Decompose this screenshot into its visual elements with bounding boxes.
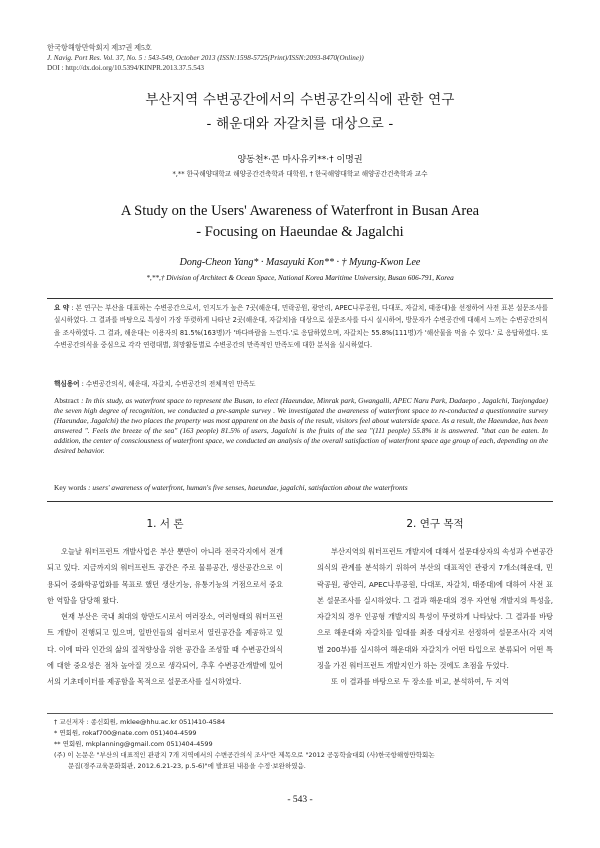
footnote-corresponding: † 교신저자 : 종신회원, mklee@hhu.ac.kr 051)410-4584 — [54, 718, 226, 726]
footnote-author2: ** 연회원, mkplanning@gmail.com 051)404-4599 — [54, 740, 213, 748]
journal-name-korean: 한국항해항만학회지 제37권 제5호 — [47, 44, 152, 52]
korean-abstract-label: 요 약 — [54, 304, 70, 312]
section1-paragraph1: 오늘날 워터프런트 개발사업은 부산 뿐만이 아니라 전국각지에서 전개되고 있다. 지금까지의 워터프런트 공간은 주로 물류공간, 생산공간으로 이용되어 중화학공업화를 목표로 했던 생산기능, 유통기능의 거점으로서 중요한 역할을 담당해 왔다. — [47, 547, 283, 605]
english-title-line2: - Focusing on Haeundae & Jagalchi — [196, 224, 404, 240]
footnote-rule — [47, 713, 553, 714]
section1-heading: 1. 서 론 — [146, 518, 184, 530]
english-abstract-label: Abstract — [54, 396, 80, 405]
section2-paragraph2: 또 이 결과를 바탕으로 두 장소를 비교, 분석하여, 두 지역 — [331, 677, 509, 687]
right-column — [317, 544, 553, 691]
page-number: - 543 - — [287, 795, 313, 805]
footnote-note-line2: 문집(경주교육문화회관, 2012.6.21-23, p.5-6)"에 발표된 내용을 수정·보완하였음. — [68, 762, 306, 770]
section1-paragraph2: 현재 부산은 국내 최대의 항만도시로서 여러장소, 여러형태의 워터프런트 개발이 진행되고 있으며, 일반인들의 쉼터로서 열린공간을 제공하고 있다. 이에 따라 인간의 삶의 질적향상을 위한 공간을 조성할 때 수변공간의식에 대한 중요성은 점차 높아질 것으로 생각되어, 추후 수변공간개발에 있어서의 기초데이터를 제공함을 목적으로 설문조사를 실시하였다. — [47, 612, 283, 687]
journal-citation: J. Navig. Port Res. Vol. 37, No. 5 : 543-549, October 2013 (ISSN:1598-5725(Print)/ISSN:2093-8470(Online)) — [47, 54, 364, 62]
korean-keywords — [54, 378, 548, 388]
doi: DOI : http://dx.doi.org/10.5394/KINPR.2013.37.5.543 — [47, 64, 204, 72]
footnote-author1: * 연회원, rokaf700@nate.com 051)404-4599 — [54, 729, 197, 737]
korean-title-line2: - 해운대와 자갈치를 대상으로 - — [206, 116, 394, 132]
section2-heading: 2. 연구 목적 — [406, 518, 464, 530]
korean-title-line1: 부산지역 수변공간에서의 수변공간의식에 관한 연구 — [145, 92, 455, 108]
journal-header — [47, 43, 364, 73]
korean-authors: 양동천*·콘 마사유키**·† 이명권 — [237, 155, 363, 165]
footnote-note-line1: (주) 이 논문은 "부산의 대표적인 관광지 7개 지역에서의 수변공간의식 조사"란 제목으로 "2012 공동학술대회 (사)한국항해항만학회논 — [54, 751, 435, 759]
english-title-line1: A Study on the Users' Awareness of Waterfront in Busan Area — [120, 203, 480, 219]
english-authors: Dong-Cheon Yang* · Masayuki Kon** · † Myung-Kwon Lee — [179, 257, 421, 268]
english-abstract — [54, 396, 548, 457]
korean-keywords-text: : 수변공간의식, 해운대, 자갈치, 수변공간의 전체적인 만족도 — [81, 380, 256, 388]
english-affiliation: *,**,† Division of Architect & Ocean Space, National Korea Maritime University, Busan 606-791, Korea — [146, 273, 454, 282]
section2-paragraph1: 부산지역의 워터프런트 개발지에 대해서 설문대상자의 속성과 수변공간의식의 관계를 분석하기 위하여 부산의 대표적인 관광지 7개소(해운대, 민락공원, 광안리, APEC나루공원, 다대포, 자갈치, 태종대)에 대하여 사전 표본 설문조사를 실시하였다. 그 결과 해운대의 경우 자연형 개발지의 특성을, 자갈치의 경우 인공형 개발지의 특성이 뚜렷하게 나타났다. 그 결과를 바탕으로 해운대와 자갈치를 일대를 최종 대상지로 선정하여 설문조사(각 지역별 200부)를 실시하여 해운대와 자갈치가 어떤 타입으로 분류되어 어떤 특징을 가진 워터프런트 개발지인가 하는 것에도 초점을 두었다. — [317, 547, 554, 671]
korean-affiliation: *,** 한국해양대학교 해양공간건축학과 대학원, † 한국해양대학교 해양공간건축학과 교수 — [172, 170, 428, 178]
english-keywords-text: : users' awareness of waterfront, human's five senses, haeundae, jagalchi, satisfaction about the waterfronts — [88, 483, 408, 492]
korean-abstract — [54, 302, 548, 352]
english-abstract-text: : In this study, as waterfront space to represent the Busan, to elect (Haeundae, Minrak park, Gwangalli, APEC Naru Park, Dadaepo , Jagalchi, Taejongdae) the seven high degree of recognition, we conducted a pre-sample survey . We investigated the awareness of waterfront space to re-conducted a questionnaire survey (Haeundae, Jagalchi) the two places the property was most apparent on the basis of the result, visitors feel about waterside space. As a result, the Haeundae, has been answered ". Feels the breeze of the sea" (163 people) 81.5% of users, Jagalchi is the fruits of the sea "(111 people) 55.8% it is answered. "that can be eaten. In addition, the center of consciousness of waterfront space, we conducted an analysis of the overall satisfaction of waterfront space age group of each, depending on the desired behavior. — [54, 396, 548, 456]
left-column — [47, 544, 283, 691]
english-keywords — [54, 483, 548, 492]
korean-keywords-label: 핵심용어 — [54, 380, 80, 388]
korean-abstract-text: : 본 연구는 부산을 대표하는 수변공간으로서, 인지도가 높은 7곳(해운대, 민락공원, 광안리, APEC나루공원, 다대포, 자갈치, 태종대)을 선정하여 사전 표본 설문조사를 실시하였다. 그 결과를 바탕으로 특성이 가장 뚜렷하게 나타난 2곳(해운대, 자갈치)을 대상으로 설문조사를 다시 실시하여, 방문자가 수변공간에 대해서 느끼는 수변공간의식을 조사하였다. 그 결과, 해운대는 이용자의 81.5%(163명)가 '바다바람을 느낀다.'로 응답하였으며, 자갈치는 55.8%(111명)가 '해산물을 먹을 수 있다.' 로 응답하였다. 또 수변공간의식을 중심으로 각각 연령대별, 희망활동별로 수변공간의 만족적인 만족도에 대한 분석을 실시하였다. — [54, 304, 548, 350]
english-keywords-label: Key words — [54, 483, 87, 492]
abstract-top-rule — [47, 298, 553, 299]
abstract-bottom-rule — [47, 501, 553, 502]
footnotes — [54, 717, 548, 772]
